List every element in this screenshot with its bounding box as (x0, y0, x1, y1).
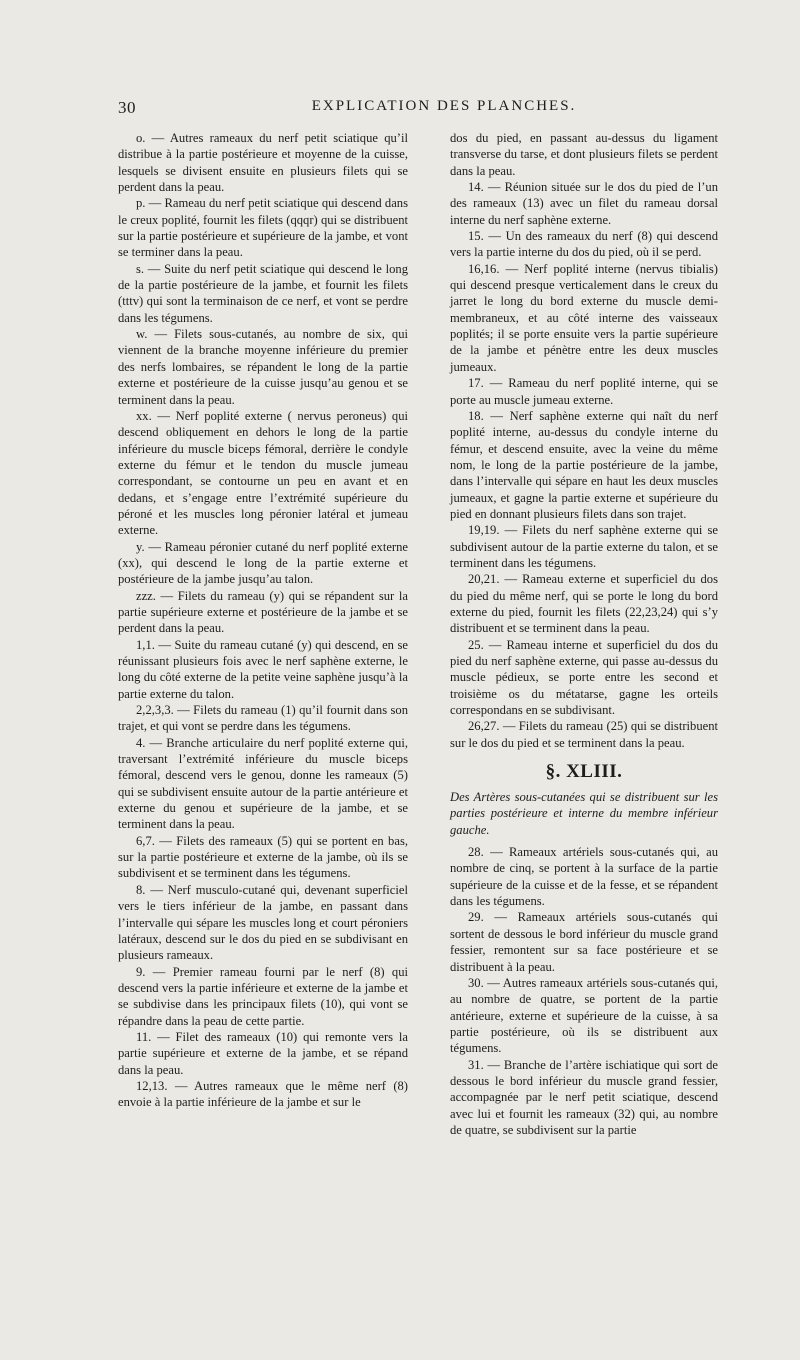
paragraph-continued: dos du pied, en passant au-dessus du ligament transverse du tarse, et dont plusieurs filets se perdent dans la peau. (450, 131, 718, 178)
paragraph: p. — Rameau du nerf petit sciatique qui descend dans le creux poplité, fournit les filets (qqqr) qui se distribuent sur la partie postérieure et supérieure de la jambe, et vont se terminer dans la peau. (118, 196, 408, 260)
paragraph: 18. — Nerf saphène externe qui naît du nerf poplité interne, au-dessus du condyle interne du fémur, et descend ensuite, avec la veine du même nom, le long de la partie postérieure de la jambe, dans l’intervalle qui sépare en haut les deux muscles jumeaux, et gagne la partie externe et supérieure du pied en donnant plusieurs filets dans son trajet. (450, 408, 718, 521)
paragraph: 30. — Autres rameaux artériels sous-cutanés qui, au nombre de quatre, se portent de la partie antérieure, externe et supérieure de la cuisse, à sa partie postérieure, où ils se distribuent aux tégumens. (450, 975, 718, 1056)
left-column (118, 130, 408, 1111)
running-title: EXPLICATION DES PLANCHES. (311, 98, 577, 114)
paragraph: 4. — Branche articulaire du nerf poplité externe qui, traversant l’extrémité inférieure du muscle biceps fémoral, descend vers le genou, donne les rameaux (5) qui se subdivisent ensuite autour de la partie antérieure et externe du genou et supérieure de la jambe, et se terminent dans la peau. (118, 735, 408, 832)
paragraph: 9. — Premier rameau fourni par le nerf (8) qui descend vers la partie inférieure et externe de la jambe et se subdivise dans les principaux filets (10), qui vont se répandre dans la peau de cette partie. (118, 964, 408, 1028)
paragraph: 15. — Un des rameaux du nerf (8) qui descend vers la partie interne du dos du pied, où il se perd. (450, 229, 718, 260)
paragraph: 25. — Rameau interne et superficiel du dos du pied du nerf saphène externe, qui passe au-dessus du muscle pédieux, se porte entre les second et troisième os du métatarse, gagne les orteils correspondans en se subdivisant. (450, 637, 718, 718)
section-heading: §. XLIII. (545, 761, 623, 783)
paragraph: 8. — Nerf musculo-cutané qui, devenant superficiel vers le tiers inférieur de la jambe, en passant dans l’intervalle qui sépare les muscles long et court péroniers latéraux, descend sur le dos du pied en se subdivisant en plusieurs rameaux. (118, 882, 408, 963)
paragraph: 20,21. — Rameau externe et superficiel du dos du pied du même nerf, qui se porte le long du bord externe du pied, fournit les filets (22,23,24) qui s’y distribuent et se terminent dans la peau. (450, 572, 718, 636)
page-number: 30 (118, 98, 136, 117)
paragraph: 6,7. — Filets des rameaux (5) qui se portent en bas, sur la partie postérieure et externe de la jambe, où ils se subdivisent et se terminent dans les tégumens. (118, 833, 408, 881)
paragraph: 12,13. — Autres rameaux que le même nerf (8) envoie à la partie inférieure de la jambe et sur le (118, 1078, 408, 1110)
paragraph: y. — Rameau péronier cutané du nerf poplité externe (xx), qui descend le long de la partie externe et postérieure de la jambe jusqu’au talon. (118, 539, 408, 587)
paragraph: 28. — Rameaux artériels sous-cutanés qui, au nombre de cinq, se portent à la surface de la partie supérieure de la cuisse et de la fesse, et se répandent dans les tégumens. (450, 845, 718, 909)
paragraph: 2,2,3,3. — Filets du rameau (1) qu’il fournit dans son trajet, et qui vont se perdre dans les tégumens. (118, 703, 408, 734)
paragraph: 31. — Branche de l’artère ischiatique qui sort de dessous le bord inférieur du muscle grand fessier, accompagnée par le nerf petit sciatique, descend avec lui et fournit les rameaux (32) qui, au nombre de quatre, se subdivisent sur la partie (450, 1057, 718, 1137)
paragraph: 29. — Rameaux artériels sous-cutanés qui sortent de dessous le bord inférieur du muscle grand fessier, remontent sur sa face postérieure et se distribuent à la peau. (450, 910, 718, 974)
paragraph: zzz. — Filets du rameau (y) qui se répandent sur la partie supérieure externe et postérieure de la jambe et se perdent dans la peau. (118, 588, 408, 636)
paragraph: w. — Filets sous-cutanés, au nombre de six, qui viennent de la branche moyenne inférieure du premier des nerfs lombaires, se répandent le long de la partie externe et postérieure de la cuisse jusqu’au genou et se terminent dans la peau. (118, 327, 408, 407)
paragraph: 11. — Filet des rameaux (10) qui remonte vers la partie supérieure et externe de la jambe, et se répand dans la peau. (118, 1029, 408, 1077)
paragraph: 14. — Réunion située sur le dos du pied de l’un des rameaux (13) avec un filet du rameau dorsal interne du nerf saphène externe. (450, 180, 718, 227)
paragraph: 26,27. — Filets du rameau (25) qui se distribuent sur le dos du pied et se terminent dans la peau. (450, 719, 718, 750)
section-subtitle: Des Artères sous-cutanées qui se distribuent sur les parties postérieure et interne du membre inférieur gauche. (450, 790, 718, 837)
paragraph: 19,19. — Filets du nerf saphène externe qui se subdivisent autour de la partie externe du talon, et se terminent dans les tégumens. (450, 523, 718, 570)
paragraph: 1,1. — Suite du rameau cutané (y) qui descend, en se réunissant plusieurs fois avec le nerf saphène externe, le long du côté externe de la petite veine saphène jusqu’à la partie externe du talon. (118, 637, 408, 701)
paragraph: o. — Autres rameaux du nerf petit sciatique qu’il distribue à la partie postérieure et moyenne de la cuisse, lesquels se divisent ensuite en plusieurs filets qui se perdent dans la peau. (118, 131, 408, 195)
paragraph: 17. — Rameau du nerf poplité interne, qui se porte au muscle jumeau externe. (450, 376, 718, 407)
paragraph: 16,16. — Nerf poplité interne (nervus tibialis) qui descend presque verticalement dans le creux du jarret le long du bord externe du muscle demi-membraneux, et au côté interne des vaisseaux poplités; il se porte ensuite vers la partie supérieure de la jambe et pénètre entre les deux muscles jumeaux. (450, 261, 718, 374)
right-column (450, 130, 718, 1138)
paragraph: s. — Suite du nerf petit sciatique qui descend le long de la partie postérieure de la jambe, et fournit les filets (tttv) qui sont la terminaison de ce nerf, et vont se perdre dans les tégumens. (118, 261, 408, 325)
page-header (118, 98, 710, 124)
paragraph: xx. — Nerf poplité externe ( nervus peroneus) qui descend obliquement en dehors le long de la partie inférieure du muscle biceps fémoral, derrière le condyle externe du fémur et le tendon du muscle jumeau correspondant, se contourne un peu en avant et en dedans, et s’engage entre l’extrémité supérieure du péroné et les muscles long péronier latéral et jumeau externe. (118, 408, 408, 538)
